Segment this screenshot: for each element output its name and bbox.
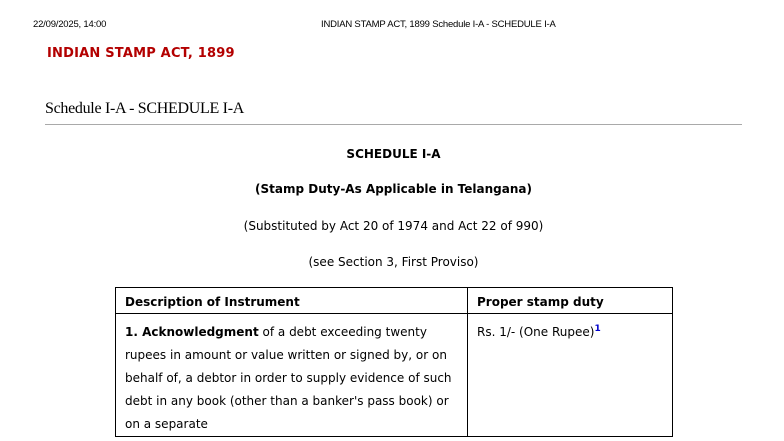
stamp-duty-cell bbox=[468, 314, 673, 437]
column-header-description: Description of Instrument bbox=[116, 288, 468, 314]
schedule-table bbox=[115, 287, 673, 437]
site-title[interactable]: INDIAN STAMP ACT, 1899 bbox=[47, 46, 235, 61]
schedule-title: SCHEDULE I-A bbox=[346, 147, 441, 161]
instrument-description-cell bbox=[116, 314, 468, 437]
schedule-subtitle: (Stamp Duty-As Applicable in Telangana) bbox=[255, 182, 532, 196]
section-reference: (see Section 3, First Proviso) bbox=[308, 255, 479, 269]
print-timestamp: 22/09/2025, 14:00 bbox=[33, 19, 107, 30]
heading-divider bbox=[45, 124, 742, 125]
print-header bbox=[33, 19, 751, 33]
table-header-row bbox=[116, 288, 673, 314]
print-page-title: INDIAN STAMP ACT, 1899 Schedule I-A - SCHEDULE I-A bbox=[321, 19, 556, 30]
stamp-duty-value: Rs. 1/- (One Rupee) bbox=[477, 325, 595, 339]
instrument-description: of a debt exceeding twenty rupees in amount or value written or signed by, or on behalf of, a debtor in order to supply evidence of such debt in any book (other than a banker's pass book) or on a separate bbox=[125, 325, 452, 431]
document-heading: Schedule I-A - SCHEDULE I-A bbox=[45, 100, 244, 117]
column-header-duty: Proper stamp duty bbox=[468, 288, 673, 314]
substitution-note: (Substituted by Act 20 of 1974 and Act 22 of 990) bbox=[243, 219, 544, 233]
footnote-link[interactable]: 1 bbox=[594, 324, 601, 334]
instrument-name: 1. Acknowledgment bbox=[125, 325, 259, 339]
table-row bbox=[116, 314, 673, 437]
